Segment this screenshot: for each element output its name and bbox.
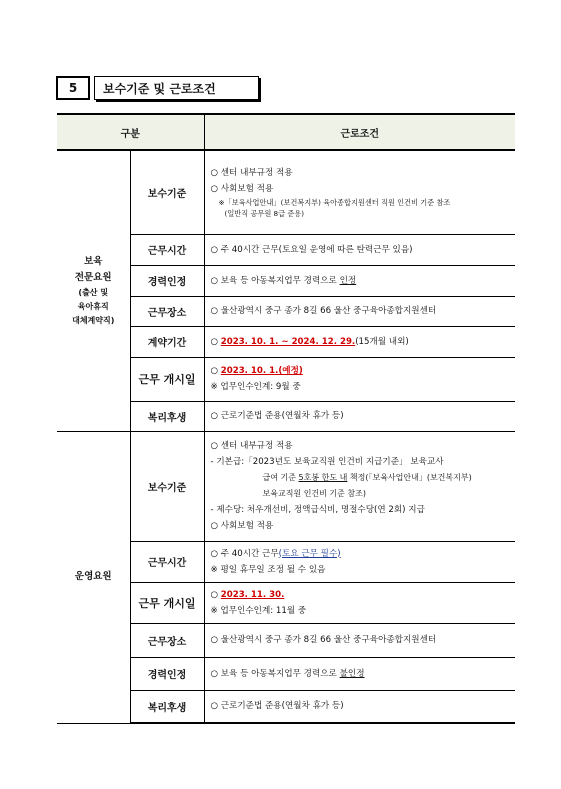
row-content: ○ 2023. 10. 1. ~ 2024. 12. 29.(15개월 내외)	[204, 326, 515, 357]
section-number: 5	[56, 76, 90, 100]
row-content: ○ 2023. 11. 30. ※ 업무인수인계: 11월 중	[204, 582, 515, 623]
start-date: 2023. 11. 30.	[220, 589, 285, 600]
row-label: 경력인정	[130, 265, 204, 296]
row-content: ○ 근로기준법 준용(연월차 휴가 등)	[204, 401, 515, 431]
table-header-row	[57, 114, 515, 150]
row-content: ○ 울산광역시 중구 종가 8길 66 울산 중구육아종합지원센터	[204, 623, 515, 657]
row-content: ○ 보육 등 아동복지업무 경력으로 인정	[204, 265, 515, 296]
section-title: 보수기준 및 근로조건	[94, 76, 259, 100]
row-label: 근무시간	[130, 541, 204, 582]
row-label: 복리후생	[130, 690, 204, 723]
row-content: ○ 주 40시간 근무(토요일 운영에 따른 탄력근무 있음)	[204, 234, 515, 265]
working-conditions-table	[57, 113, 515, 724]
section-header	[56, 76, 259, 100]
row-content: ○ 센터 내부규정 적용 - 기본급:「2023년도 보육교직원 인건비 지급기준」 보육교사 급여 기준 5호봉 한도 내 책정(「보육사업안내」(보건복지부) 보육교직원 인건비 기준 참조) - 제수당: 처우개선비, 정액급식비, 명절수당(연 2회) 지급 ○ 사회보험 적용	[204, 431, 515, 541]
group-childcare-specialist: 보육 전문요원 (출산 및 육아휴직 대체계약직)	[57, 150, 130, 431]
row-content: ○ 2023. 10. 1.(예정) ※ 업무인수인계: 9월 중	[204, 357, 515, 401]
row-label: 근무장소	[130, 296, 204, 326]
row-content: ○ 보육 등 아동복지업무 경력으로 불인정	[204, 657, 515, 690]
row-content: ○ 근로기준법 준용(연월차 휴가 등)	[204, 690, 515, 723]
row-label: 근무 개시일	[130, 582, 204, 623]
row-label: 보수기준	[130, 150, 204, 234]
row-label: 근무시간	[130, 234, 204, 265]
table-row	[57, 150, 515, 234]
contract-period: 2023. 10. 1. ~ 2024. 12. 29.	[220, 336, 356, 347]
row-content: ○ 센터 내부규정 적용 ○ 사회보험 적용 ※「보육사업안내」(보건복지부) 육아종합지원센터 직원 인건비 기준 참조 (일반직 공무원 8급 준용)	[204, 150, 515, 234]
start-date: 2023. 10. 1.(예정)	[220, 366, 303, 376]
row-label: 계약기간	[130, 326, 204, 357]
table-row	[57, 431, 515, 541]
header-conditions: 근로조건	[204, 114, 515, 150]
row-label: 보수기준	[130, 431, 204, 541]
row-label: 근무장소	[130, 623, 204, 657]
row-label: 복리후생	[130, 401, 204, 431]
row-label: 근무 개시일	[130, 357, 204, 401]
row-label: 경력인정	[130, 657, 204, 690]
row-content: ○ 울산광역시 중구 종가 8길 66 울산 중구육아종합지원센터	[204, 296, 515, 326]
group-operations-staff: 운영요원	[57, 431, 130, 723]
row-content: ○ 주 40시간 근무(토요 근무 필수) ※ 평일 휴무일 조정 될 수 있음	[204, 541, 515, 582]
header-category: 구분	[57, 114, 204, 150]
